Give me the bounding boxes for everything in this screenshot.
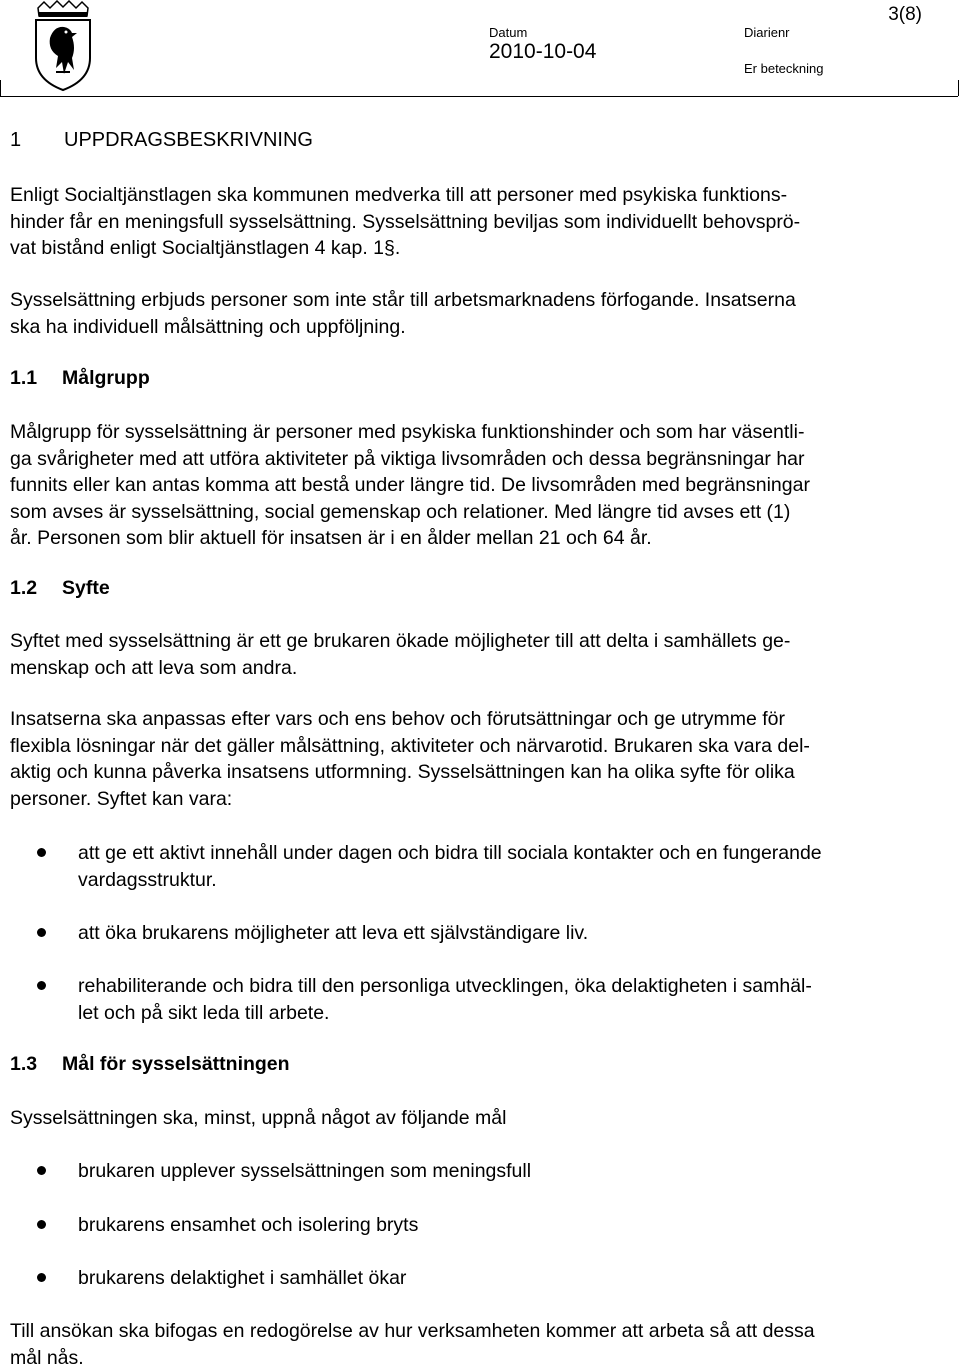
bullet-icon: [37, 1273, 46, 1282]
section-1-title: UPPDRAGSBESKRIVNING: [64, 129, 313, 151]
section-1-number: 1: [10, 129, 64, 152]
header-rule-left-tick: [0, 80, 1, 96]
list-item: [78, 920, 950, 947]
text-line: personer. Syftet kan vara:: [10, 786, 950, 813]
text-line: att öka brukarens möjligheter att leva ett självständigare liv.: [78, 920, 950, 947]
list-item: brukarens delaktighet i samhället ökar: [78, 1265, 950, 1292]
header-rule: [0, 96, 958, 97]
text-line: funnits eller kan antas komma att bestå under längre tid. De livsområden med begränsningar: [10, 472, 950, 499]
text-line: ska ha individuell målsättning och uppföljning.: [10, 314, 950, 341]
diarienr-label: Diarienr: [744, 25, 790, 40]
text-line: aktig och kunna påverka insatsens utformning. Sysselsättningen kan ha olika syfte för olika: [10, 759, 950, 786]
text-line: Målgrupp för sysselsättning är personer med psykiska funktionshinder och som har väsentli-: [10, 419, 950, 446]
list-item: [78, 973, 950, 1026]
text-line: vat bistånd enligt Socialtjänstlagen 4 kap. 1§.: [10, 235, 950, 262]
text-line: Till ansökan ska bifogas en redogörelse av hur verksamheten kommer att arbeta så att dessa: [10, 1318, 950, 1345]
text-line: ga svårigheter med att utföra aktiviteter på viktiga livsområden och dessa begränsningar har: [10, 446, 950, 473]
bullet-icon: [37, 848, 46, 857]
section-1-3-heading: [10, 1053, 290, 1076]
section-1-2-title: Syfte: [62, 577, 110, 599]
section-1-3-title: Mål för sysselsättningen: [62, 1053, 290, 1075]
datum-value: 2010-10-04: [489, 40, 596, 64]
list-item: [78, 840, 950, 893]
section-1-1-paragraph: [10, 419, 950, 552]
section-1-paragraph-1: [10, 182, 950, 262]
text-line: Enligt Socialtjänstlagen ska kommunen medverka till att personer med psykiska funktions-: [10, 182, 950, 209]
section-1-2-paragraph-2: [10, 706, 950, 812]
header-rule-right-tick: [958, 80, 959, 96]
section-1-2-number: 1.2: [10, 577, 62, 600]
section-1-1-number: 1.1: [10, 367, 62, 390]
text-line: Syftet med sysselsättning är ett ge brukaren ökade möjligheter till att delta i samhällets ge-: [10, 628, 950, 655]
bullet-icon: [37, 1166, 46, 1175]
text-line: menskap och att leva som andra.: [10, 655, 950, 682]
section-1-heading: [10, 129, 313, 152]
text-line: Insatserna ska anpassas efter vars och ens behov och förutsättningar och ge utrymme för: [10, 706, 950, 733]
text-line: år. Personen som blir aktuell för insatsen är i en ålder mellan 21 och 64 år.: [10, 525, 950, 552]
falcon-coat-of-arms-logo: [30, 0, 96, 92]
text-line: som avses är sysselsättning, social gemenskap och relationer. Med längre tid avses ett (1): [10, 499, 950, 526]
text-line: let och på sikt leda till arbete.: [78, 1000, 950, 1027]
bullet-icon: [37, 928, 46, 937]
list-item: brukaren upplever sysselsättningen som meningsfull: [78, 1158, 950, 1185]
page-number: 3(8): [888, 4, 922, 26]
section-1-paragraph-2: [10, 287, 950, 340]
section-1-1-heading: [10, 367, 150, 390]
text-line: Sysselsättning erbjuds personer som inte står till arbetsmarknadens förfogande. Insatserna: [10, 287, 950, 314]
section-1-2-heading: [10, 577, 110, 600]
list-item: brukarens ensamhet och isolering bryts: [78, 1212, 950, 1239]
section-1-3-number: 1.3: [10, 1053, 62, 1076]
text-line: vardagsstruktur.: [78, 867, 950, 894]
section-1-1-title: Målgrupp: [62, 367, 150, 389]
bullet-icon: [37, 981, 46, 990]
section-1-2-paragraph-1: [10, 628, 950, 681]
bullet-icon: [37, 1220, 46, 1229]
text-line: flexibla lösningar när det gäller målsättning, aktiviteter och närvarotid. Brukaren ska vara del-: [10, 733, 950, 760]
datum-label: Datum: [489, 25, 527, 40]
text-line: rehabiliterande och bidra till den personliga utvecklingen, öka delaktigheten i samhäl-: [78, 973, 950, 1000]
text-line: mål nås.: [10, 1345, 950, 1371]
text-line: att ge ett aktivt innehåll under dagen och bidra till sociala kontakter och en fungerande: [78, 840, 950, 867]
section-1-3-closing-paragraph: [10, 1318, 950, 1371]
text-line: hinder får en meningsfull sysselsättning. Sysselsättning beviljas som individuellt behovsprö-: [10, 209, 950, 236]
er-beteckning-label: Er beteckning: [744, 61, 824, 76]
section-1-3-intro: Sysselsättningen ska, minst, uppnå något av följande mål: [10, 1105, 950, 1132]
